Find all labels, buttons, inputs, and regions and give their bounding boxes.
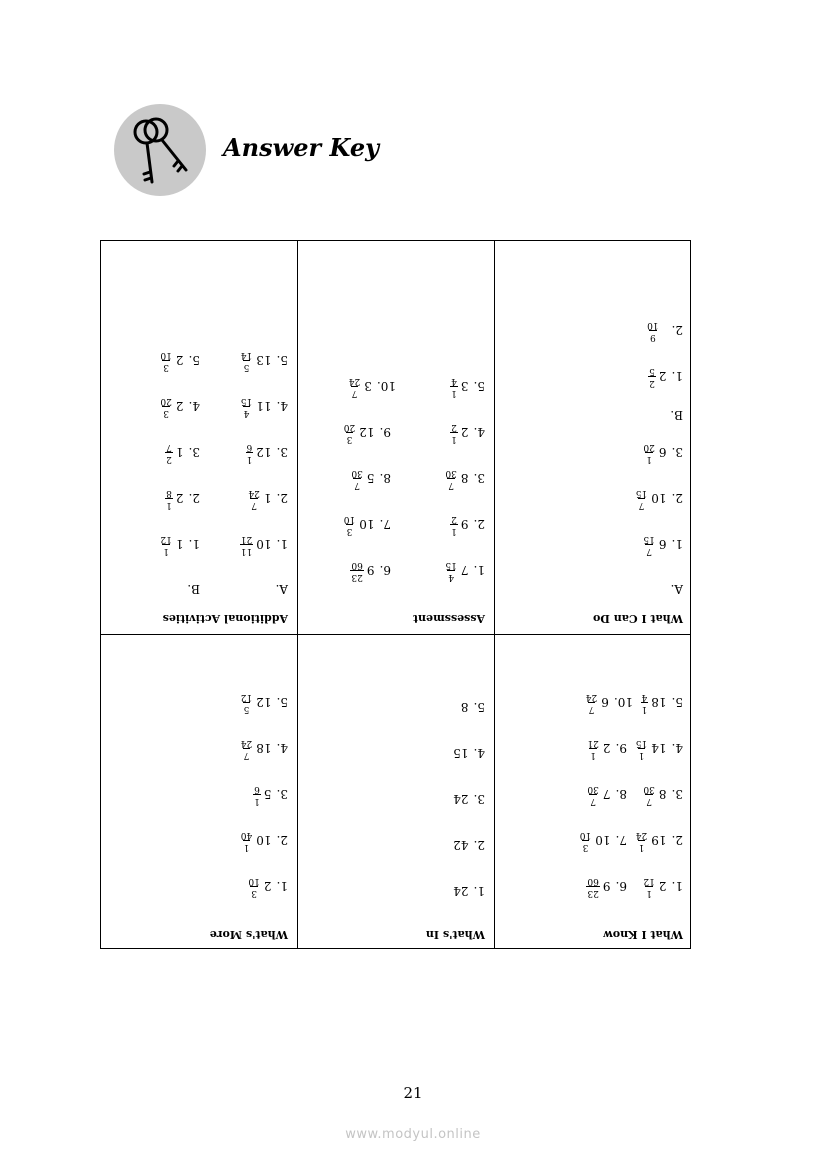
item-number: 5. bbox=[188, 353, 200, 368]
denominator: 15 bbox=[643, 534, 655, 544]
denominator: 10 bbox=[248, 876, 260, 886]
cell-title: Additional Activities bbox=[162, 612, 288, 625]
fraction bbox=[240, 396, 253, 417]
denominator: 2 bbox=[451, 514, 457, 524]
denominator: 12 bbox=[643, 876, 655, 886]
item-number: 6. bbox=[379, 563, 391, 578]
page-title: Answer Key bbox=[223, 133, 380, 162]
denominator: 20 bbox=[160, 396, 172, 406]
whole-number: 5 bbox=[263, 787, 272, 802]
fraction bbox=[635, 830, 648, 851]
item-number: 8. bbox=[379, 471, 391, 486]
answer-item bbox=[635, 830, 683, 851]
fraction bbox=[635, 488, 648, 509]
answer-item bbox=[586, 784, 627, 805]
numerator: 1 bbox=[646, 888, 653, 898]
numerator: 5 bbox=[243, 704, 250, 714]
item-number: 4. bbox=[276, 399, 288, 414]
rotated-cell-content bbox=[297, 240, 493, 633]
numerator: 7 bbox=[448, 480, 455, 490]
item-number: 1. bbox=[276, 537, 288, 552]
answer-item bbox=[586, 876, 627, 897]
item-number: 3. bbox=[188, 445, 200, 460]
denominator: 6 bbox=[254, 784, 260, 794]
item-number: 3. bbox=[671, 445, 683, 460]
answer-cell-whats-in bbox=[297, 634, 493, 949]
keys-icon bbox=[114, 104, 206, 196]
numerator: 3 bbox=[163, 362, 170, 372]
denominator: 24 bbox=[585, 692, 598, 702]
numerator: 9 bbox=[649, 332, 656, 342]
rotated-cell-content bbox=[494, 634, 691, 949]
answer-item bbox=[641, 692, 683, 713]
answer-item bbox=[450, 422, 485, 443]
fraction bbox=[247, 488, 260, 509]
denominator: 6 bbox=[246, 442, 253, 452]
denominator: 60 bbox=[351, 560, 363, 570]
item-number: 5. bbox=[473, 700, 485, 714]
item-number: 3. bbox=[276, 787, 288, 802]
item-number: 8. bbox=[615, 787, 627, 802]
fraction bbox=[348, 376, 361, 397]
item-number: 2. bbox=[188, 491, 200, 506]
answer-item bbox=[453, 839, 485, 851]
cell-title: Assessment bbox=[412, 612, 485, 625]
item-number: 6. bbox=[615, 879, 627, 894]
numerator: 1 bbox=[166, 500, 172, 510]
item-number: 9. bbox=[379, 425, 391, 440]
item-number: 5. bbox=[276, 695, 288, 710]
numerator: 2 bbox=[649, 378, 655, 388]
answer-item bbox=[240, 534, 288, 555]
answer-item bbox=[348, 376, 396, 397]
denominator: 5 bbox=[649, 366, 655, 376]
item-number: 1. bbox=[671, 537, 683, 552]
item-number: 7. bbox=[615, 833, 627, 848]
denominator: 24 bbox=[248, 488, 260, 498]
denominator: 24 bbox=[635, 830, 648, 840]
whole-number: 3 bbox=[364, 379, 372, 394]
denominator: 30 bbox=[587, 784, 599, 794]
answer-cell-what-i-know bbox=[494, 634, 691, 949]
answer-item bbox=[240, 830, 288, 851]
answer-item bbox=[642, 784, 683, 805]
fraction bbox=[240, 350, 253, 371]
fraction bbox=[450, 376, 458, 397]
numerator: 3 bbox=[346, 434, 353, 444]
answer-cell-what-i-can-do bbox=[494, 240, 691, 633]
numerator: 7 bbox=[588, 704, 595, 714]
cell-title: What's In bbox=[425, 928, 485, 941]
whole-number: 13 bbox=[256, 353, 272, 368]
whole-number: 2 bbox=[460, 425, 469, 440]
denominator: 14 bbox=[240, 350, 253, 360]
answer-item bbox=[453, 747, 485, 759]
item-number: 3. bbox=[276, 445, 288, 460]
whole-number: 12 bbox=[256, 445, 272, 460]
numerator: 23 bbox=[587, 888, 599, 898]
whole-number: 10 bbox=[651, 491, 667, 506]
whole-number: 42 bbox=[453, 838, 469, 852]
answer-item bbox=[165, 488, 200, 509]
numerator: 4 bbox=[243, 408, 250, 418]
answer-item bbox=[450, 376, 485, 397]
denominator: 4 bbox=[641, 692, 648, 702]
whole-number: 10 bbox=[359, 517, 375, 532]
answer-item bbox=[350, 468, 391, 489]
item-number: 3. bbox=[473, 471, 485, 486]
whole-number: 9 bbox=[366, 563, 375, 578]
answer-item bbox=[240, 396, 288, 417]
answer-item bbox=[635, 488, 683, 509]
denominator: 20 bbox=[643, 442, 655, 452]
denominator: 15 bbox=[635, 488, 648, 498]
fraction bbox=[585, 692, 598, 713]
fraction bbox=[586, 876, 599, 897]
fraction bbox=[579, 830, 592, 851]
answer-item bbox=[240, 738, 288, 759]
fraction bbox=[165, 488, 173, 509]
answer-item bbox=[350, 560, 391, 581]
whole-number: 8 bbox=[460, 700, 469, 714]
item-number: 7. bbox=[379, 517, 391, 532]
cell-title: What I Can Do bbox=[593, 612, 683, 625]
fraction bbox=[641, 692, 649, 713]
numerator: 7 bbox=[638, 500, 645, 510]
answer-item bbox=[461, 701, 485, 713]
numerator: 1 bbox=[641, 704, 648, 714]
denominator: 21 bbox=[587, 738, 599, 748]
whole-number: 1 bbox=[175, 537, 184, 552]
fraction bbox=[648, 366, 656, 387]
item-number: A. bbox=[670, 582, 683, 596]
item-number: 4. bbox=[473, 746, 485, 760]
numerator: 2 bbox=[166, 454, 172, 464]
denominator: 30 bbox=[445, 468, 457, 478]
whole-number: 3 bbox=[460, 379, 469, 394]
numerator: 7 bbox=[590, 796, 597, 806]
denominator: 60 bbox=[587, 876, 599, 886]
item-number: 2. bbox=[671, 491, 683, 506]
answer-item bbox=[670, 409, 683, 421]
whole-number: 2 bbox=[175, 491, 184, 506]
fraction bbox=[159, 350, 172, 371]
numerator: 1 bbox=[243, 842, 250, 852]
item-number: 1. bbox=[276, 879, 288, 894]
item-number: 1. bbox=[473, 563, 485, 578]
numerator: 3 bbox=[582, 842, 589, 852]
fraction bbox=[642, 442, 655, 463]
answer-item bbox=[453, 793, 485, 805]
item-number: 4. bbox=[276, 741, 288, 756]
denominator: 30 bbox=[643, 784, 655, 794]
answer-item bbox=[247, 876, 288, 897]
watermark: www.modyul.online bbox=[345, 1127, 481, 1142]
item-number: 10. bbox=[613, 695, 633, 710]
whole-number: 2 bbox=[658, 369, 667, 384]
denominator: 24 bbox=[348, 376, 361, 386]
numerator: 1 bbox=[638, 750, 645, 760]
fraction bbox=[350, 560, 363, 581]
numerator: 7 bbox=[243, 750, 250, 760]
item-number: 10. bbox=[376, 379, 396, 394]
whole-number: 12 bbox=[256, 695, 272, 710]
item-number: 3. bbox=[473, 792, 485, 806]
answer-item bbox=[671, 583, 683, 595]
item-number: 1. bbox=[671, 369, 683, 384]
item-number: 2. bbox=[276, 833, 288, 848]
denominator: 2 bbox=[451, 422, 457, 432]
answer-item bbox=[246, 442, 288, 463]
numerator: 7 bbox=[354, 480, 361, 490]
denominator: 10 bbox=[160, 350, 172, 360]
whole-number: 8 bbox=[460, 471, 469, 486]
item-number: 4. bbox=[671, 741, 683, 756]
cell-title: What's More bbox=[209, 928, 288, 941]
fraction bbox=[635, 738, 648, 759]
whole-number: 2 bbox=[263, 879, 272, 894]
item-number: 4. bbox=[188, 399, 200, 414]
answer-cell-assessment bbox=[297, 240, 493, 633]
fraction bbox=[444, 468, 457, 489]
numerator: 1 bbox=[451, 434, 457, 444]
answer-item bbox=[586, 738, 627, 759]
fraction bbox=[159, 396, 172, 417]
fraction bbox=[642, 534, 655, 555]
denominator: 12 bbox=[160, 534, 172, 544]
item-number: 9. bbox=[615, 741, 627, 756]
whole-number: 6 bbox=[658, 445, 667, 460]
fraction bbox=[646, 320, 659, 341]
answer-item bbox=[240, 350, 288, 371]
whole-number: 10 bbox=[595, 833, 611, 848]
answer-item bbox=[444, 468, 485, 489]
whole-number: 19 bbox=[651, 833, 667, 848]
answer-item bbox=[247, 488, 288, 509]
denominator: 15 bbox=[635, 738, 648, 748]
whole-number: 5 bbox=[366, 471, 375, 486]
page-number: 21 bbox=[403, 1084, 423, 1102]
item-number: 2. bbox=[473, 838, 485, 852]
fraction bbox=[246, 442, 254, 463]
cell-title: What I Know bbox=[603, 928, 683, 941]
fraction bbox=[642, 876, 655, 897]
denominator: 40 bbox=[240, 830, 253, 840]
fraction bbox=[240, 738, 253, 759]
numerator: 1 bbox=[646, 454, 653, 464]
whole-number: 9 bbox=[602, 879, 611, 894]
whole-number: 12 bbox=[359, 425, 375, 440]
whole-number: 24 bbox=[453, 792, 469, 806]
fraction bbox=[240, 534, 253, 555]
numerator: 3 bbox=[251, 888, 258, 898]
answer-item bbox=[635, 738, 683, 759]
whole-number: 1 bbox=[263, 491, 272, 506]
answer-item bbox=[159, 534, 200, 555]
item-number: 2. bbox=[473, 517, 485, 532]
fraction bbox=[444, 560, 457, 581]
answer-item bbox=[585, 692, 633, 713]
item-number: B. bbox=[187, 582, 200, 596]
whole-number: 14 bbox=[651, 741, 667, 756]
fraction bbox=[247, 876, 260, 897]
whole-number: 10 bbox=[256, 833, 272, 848]
whole-number: 9 bbox=[460, 517, 469, 532]
whole-number: 11 bbox=[256, 399, 272, 414]
answer-item bbox=[648, 366, 683, 387]
answer-item bbox=[159, 396, 200, 417]
denominator: 12 bbox=[240, 692, 253, 702]
denominator: 10 bbox=[343, 514, 356, 524]
fraction bbox=[240, 830, 253, 851]
denominator: 15 bbox=[240, 396, 253, 406]
fraction bbox=[350, 468, 363, 489]
denominator: 24 bbox=[240, 738, 253, 748]
item-number: 5. bbox=[276, 353, 288, 368]
answer-cell-additional-activities bbox=[100, 240, 296, 633]
whole-number: 2 bbox=[175, 399, 184, 414]
item-number: B. bbox=[670, 408, 683, 422]
fraction bbox=[586, 738, 599, 759]
whole-number: 8 bbox=[658, 787, 667, 802]
answer-item bbox=[642, 534, 683, 555]
numerator: 23 bbox=[351, 572, 363, 582]
fraction bbox=[253, 784, 261, 805]
fraction bbox=[450, 422, 458, 443]
answer-cell-whats-more bbox=[100, 634, 296, 949]
item-number: 5. bbox=[473, 379, 485, 394]
answer-item bbox=[253, 784, 288, 805]
rotated-cell-content bbox=[297, 634, 493, 949]
whole-number: 7 bbox=[602, 787, 611, 802]
item-number: 1. bbox=[473, 884, 485, 898]
answer-item bbox=[450, 514, 485, 535]
item-number: A. bbox=[275, 582, 288, 596]
item-number: 3. bbox=[671, 787, 683, 802]
rotated-cell-content bbox=[494, 240, 691, 633]
denominator: 10 bbox=[579, 830, 592, 840]
numerator: 1 bbox=[163, 546, 170, 556]
fraction bbox=[240, 692, 253, 713]
whole-number: 2 bbox=[175, 353, 184, 368]
rotated-cell-content bbox=[100, 240, 296, 633]
numerator: 7 bbox=[251, 500, 258, 510]
numerator: 11 bbox=[240, 546, 253, 556]
item-number: 5. bbox=[671, 695, 683, 710]
answer-item bbox=[453, 885, 485, 897]
denominator: 15 bbox=[445, 560, 457, 570]
item-number: 2. bbox=[276, 491, 288, 506]
fraction bbox=[586, 784, 599, 805]
fraction bbox=[165, 442, 173, 463]
answer-item bbox=[165, 442, 200, 463]
denominator: 4 bbox=[451, 376, 457, 386]
fraction bbox=[343, 514, 356, 535]
whole-number: 7 bbox=[460, 563, 469, 578]
whole-number: 1 bbox=[175, 445, 184, 460]
numerator: 1 bbox=[246, 454, 253, 464]
numerator: 7 bbox=[646, 546, 653, 556]
answer-item bbox=[159, 350, 200, 371]
item-number: 1. bbox=[188, 537, 200, 552]
answer-item bbox=[642, 876, 683, 897]
numerator: 3 bbox=[346, 526, 353, 536]
whole-number: 2 bbox=[658, 879, 667, 894]
item-number: 4. bbox=[473, 425, 485, 440]
whole-number: 10 bbox=[256, 537, 272, 552]
denominator: 8 bbox=[166, 488, 172, 498]
fraction bbox=[450, 514, 458, 535]
denominator: 21 bbox=[240, 534, 253, 544]
answer-item bbox=[276, 583, 288, 595]
numerator: 4 bbox=[448, 572, 455, 582]
answer-item bbox=[240, 692, 288, 713]
answer-item bbox=[343, 514, 391, 535]
fraction bbox=[343, 422, 356, 443]
numerator: 5 bbox=[243, 362, 250, 372]
item-number: 1. bbox=[671, 879, 683, 894]
whole-number: 6 bbox=[658, 537, 667, 552]
answer-item bbox=[642, 442, 683, 463]
answer-item bbox=[646, 320, 683, 341]
whole-number: 18 bbox=[256, 741, 272, 756]
whole-number: 6 bbox=[601, 695, 609, 710]
numerator: 1 bbox=[638, 842, 645, 852]
denominator: 7 bbox=[166, 442, 172, 452]
whole-number: 18 bbox=[651, 695, 667, 710]
fraction bbox=[642, 784, 655, 805]
denominator: 30 bbox=[351, 468, 363, 478]
numerator: 1 bbox=[451, 526, 457, 536]
numerator: 7 bbox=[646, 796, 653, 806]
answer-item bbox=[187, 583, 200, 595]
numerator: 1 bbox=[590, 750, 597, 760]
numerator: 1 bbox=[451, 388, 457, 398]
answer-item bbox=[343, 422, 391, 443]
numerator: 3 bbox=[163, 408, 170, 418]
denominator: 10 bbox=[647, 320, 659, 330]
answer-item bbox=[579, 830, 627, 851]
fraction bbox=[159, 534, 172, 555]
numerator: 1 bbox=[254, 796, 260, 806]
whole-number: 15 bbox=[453, 746, 469, 760]
numerator: 7 bbox=[351, 388, 358, 398]
item-number: 2. bbox=[671, 833, 683, 848]
denominator: 20 bbox=[343, 422, 356, 432]
whole-number: 2 bbox=[602, 741, 611, 756]
item-number: 2. bbox=[671, 323, 683, 338]
rotated-cell-content bbox=[100, 634, 296, 949]
answer-item bbox=[444, 560, 485, 581]
whole-number: 24 bbox=[453, 884, 469, 898]
